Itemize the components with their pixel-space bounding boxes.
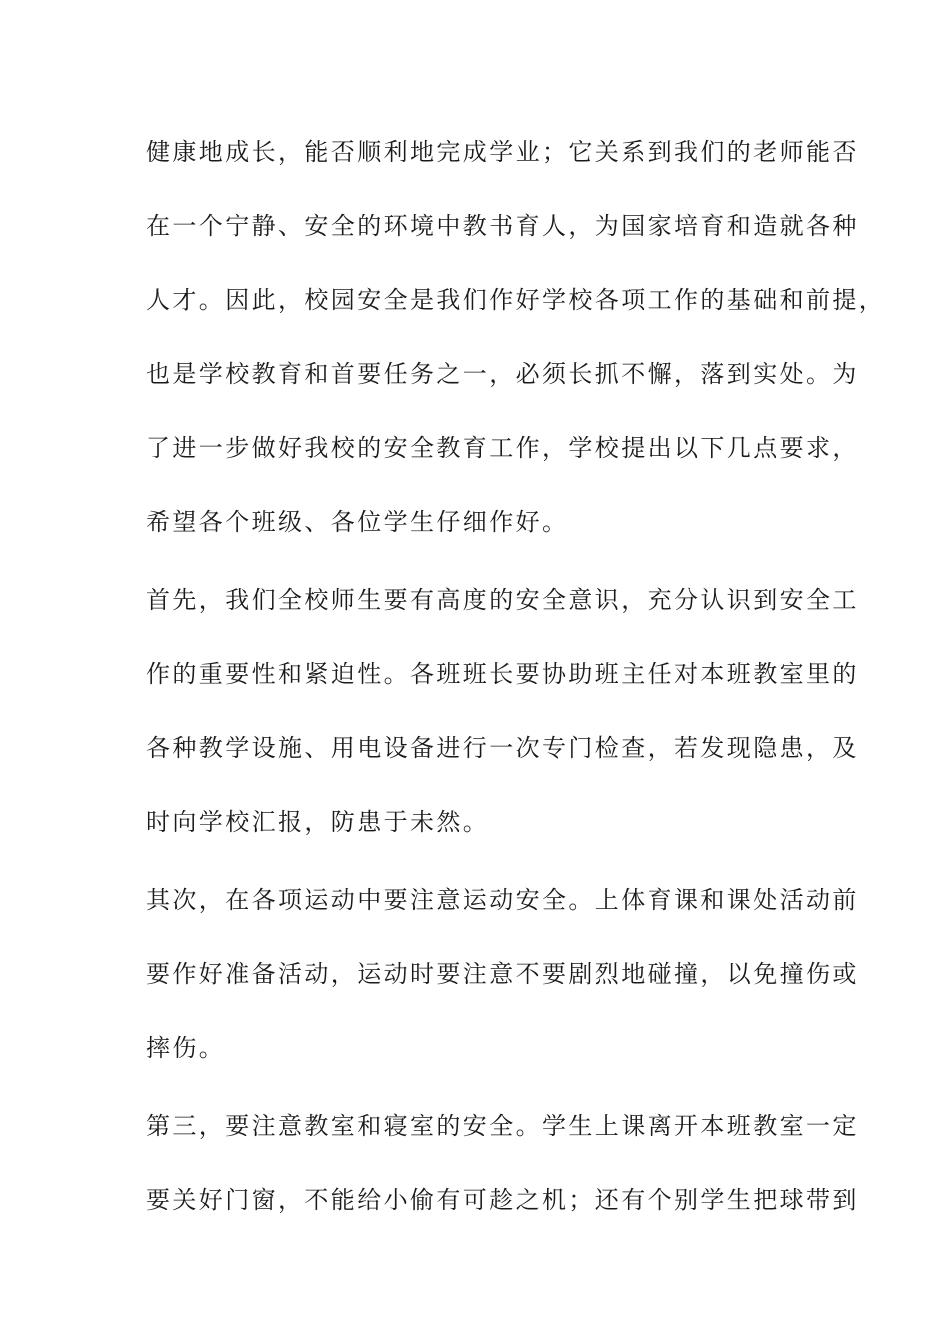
text-line: 在一个宁静、安全的环境中教书育人，为国家培育和造就各种 bbox=[146, 212, 859, 240]
text-line: 希望各个班级、各位学生仔细作好。 bbox=[146, 508, 569, 536]
text-line: 作的重要性和紧迫性。各班班长要协助班主任对本班教室里的 bbox=[146, 660, 859, 688]
text-line: 第三，要注意教室和寝室的安全。学生上课离开本班教室一定 bbox=[146, 1112, 859, 1140]
text-line: 也是学校教育和首要任务之一，必须长抓不懈，落到实处。为 bbox=[146, 360, 859, 388]
text-line: 首先，我们全校师生要有高度的安全意识，充分认识到安全工 bbox=[146, 586, 859, 614]
text-line: 其次，在各项运动中要注意运动安全。上体育课和课处活动前 bbox=[146, 886, 859, 914]
text-line: 了进一步做好我校的安全教育工作，学校提出以下几点要求， bbox=[146, 434, 859, 462]
text-line: 要作好准备活动，运动时要注意不要剧烈地碰撞，以免撞伤或 bbox=[146, 960, 859, 988]
text-line: 健康地成长，能否顺利地完成学业；它关系到我们的老师能否 bbox=[146, 138, 859, 166]
text-line: 时向学校汇报，防患于未然。 bbox=[146, 808, 490, 836]
text-line: 人才。因此，校园安全是我们作好学校各项工作的基础和前提， bbox=[146, 286, 886, 314]
text-line: 要关好门窗，不能给小偷有可趁之机；还有个别学生把球带到 bbox=[146, 1186, 859, 1214]
text-line: 各种教学设施、用电设备进行一次专门检查，若发现隐患，及 bbox=[146, 734, 859, 762]
text-line: 摔伤。 bbox=[146, 1034, 226, 1062]
